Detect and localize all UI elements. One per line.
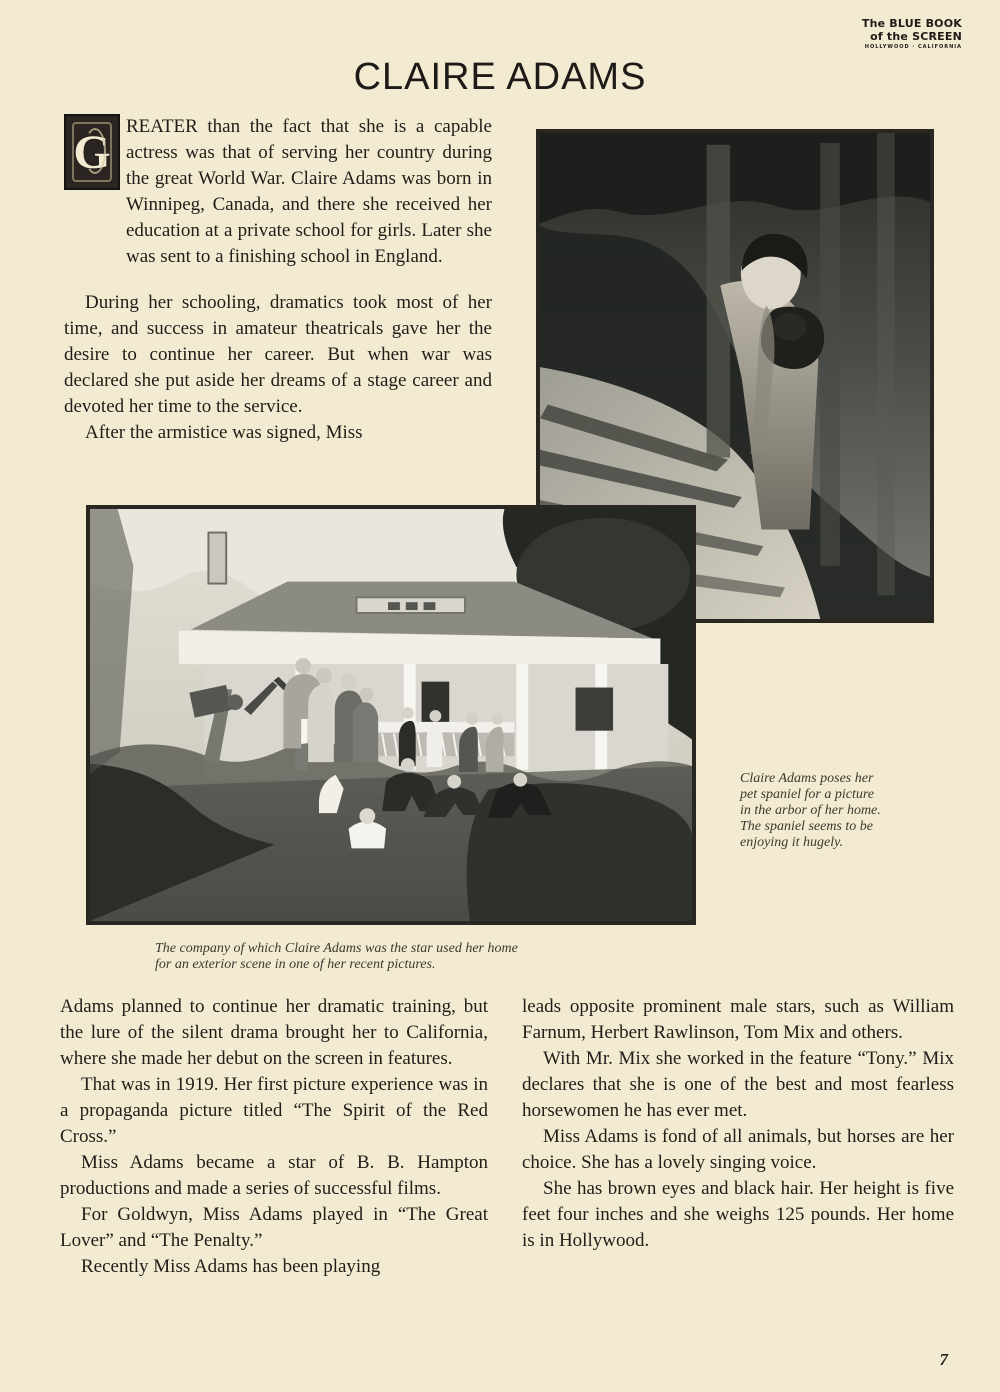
drop-cap-letter: G [73, 125, 111, 179]
article-paragraph: Miss Adams is fond of all animals, but horses are her choice. She has a lovely singing voice. [522, 1126, 954, 1173]
house-scene-photo-image [90, 509, 692, 921]
drop-cap [64, 114, 120, 190]
portrait-caption-line: pet spaniel for a picture [740, 787, 875, 802]
article-paragraph: leads opposite prominent male stars, such as William Farnum, Herbert Rawlinson, Tom Mix and others. [522, 996, 954, 1043]
portrait-caption [740, 771, 920, 851]
article-top-continuation [64, 290, 492, 446]
masthead-line-2: of the SCREEN [870, 30, 962, 43]
article-right-column [522, 994, 954, 1254]
house-scene-caption-line: for an exterior scene in one of her recent pictures. [155, 957, 436, 972]
article-paragraph: She has brown eyes and black hair. Her height is five feet four inches and she weighs 125 pounds. Her home is in Hollywood. [522, 1178, 954, 1251]
house-scene-caption-line: The company of which Claire Adams was the star used her home [155, 941, 518, 956]
article-paragraph: After the armistice was signed, Miss [85, 422, 363, 443]
article-paragraph: During her schooling, dramatics took most of her time, and success in amateur theatricals gave her the desire to continue her career. But when war was declared she put aside her dreams of a stage career and devoted her time to the service. [64, 292, 492, 417]
article-paragraph: For Goldwyn, Miss Adams played in “The Great Lover” and “The Penalty.” [60, 1204, 488, 1251]
article-paragraph: Adams planned to continue her dramatic training, but the lure of the silent drama brought her to California, where she made her debut on the screen in features. [60, 996, 488, 1069]
masthead [850, 18, 962, 50]
article-intro-paragraph: REATER than the fact that she is a capable actress was that of serving her country during the great World War. Claire Adams was born in Winnipeg, Canada, and there she received her education at a private school for girls. Later she was sent to a finishing school in England. [126, 116, 492, 267]
portrait-caption-line: The spaniel seems to be [740, 819, 873, 834]
article-left-column [60, 994, 488, 1280]
house-scene-photo [86, 505, 696, 925]
article-paragraph: That was in 1919. Her first picture experience was in a propaganda picture titled “The Spirit of the Red Cross.” [60, 1074, 488, 1147]
article-paragraph: Recently Miss Adams has been playing [81, 1256, 381, 1277]
house-scene-caption [155, 941, 625, 973]
page-title: CLAIRE ADAMS [353, 56, 647, 98]
article-intro-column [126, 114, 492, 270]
masthead-line-3: HOLLYWOOD · CALIFORNIA [864, 44, 962, 50]
portrait-caption-line: in the arbor of her home. [740, 803, 881, 818]
portrait-caption-line: Claire Adams poses her [740, 771, 874, 786]
masthead-line-1: The BLUE BOOK [861, 17, 962, 30]
page-number: 7 [939, 1350, 948, 1369]
portrait-caption-line: enjoying it hugely. [740, 835, 844, 850]
article-paragraph: Miss Adams became a star of B. B. Hampton productions and made a series of successful films. [60, 1152, 488, 1199]
article-paragraph: With Mr. Mix she worked in the feature “Tony.” Mix declares that she is one of the best and most fearless horsewomen he has ever met. [522, 1048, 954, 1121]
